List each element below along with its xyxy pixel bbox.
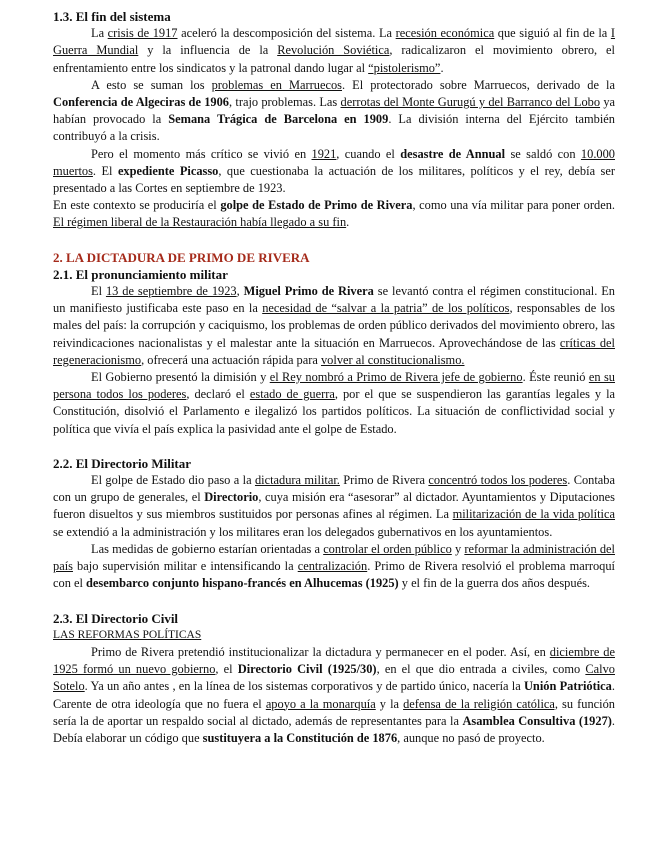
underlined-text: El régimen liberal de la Restauración había llegado a su fin	[53, 215, 347, 230]
text-run: aceleró la descomposición del sistema. La	[177, 26, 396, 41]
section-2-2-heading: 2.2. El Directorio Militar	[53, 455, 192, 471]
underlined-text: controlar el orden público	[323, 541, 452, 556]
bold-text: Semana Trágica de Barcelona en 1909	[168, 112, 389, 127]
text-run: y	[451, 541, 465, 556]
underlined-text: volver al constitucionalismo.	[320, 352, 465, 367]
text-run: ,	[236, 284, 244, 299]
bold-text: desembarco conjunto hispano-francés en Alhucemas (1925)	[86, 576, 399, 591]
text-run: Primo de Rivera	[339, 473, 429, 488]
underlined-text: el Rey nombró a Primo de Rivera jefe de gobierno	[269, 370, 523, 385]
text-run: y la influencia de la	[138, 43, 278, 58]
bold-text: Unión Patriótica	[523, 679, 612, 694]
bold-text: sustituyera a la Constitución de 1876	[202, 730, 398, 745]
underlined-text: diciembre de 1925 formó un nuevo gobierno	[53, 644, 615, 677]
underlined-text: concentró todos los poderes	[428, 473, 568, 488]
text-run: Las medidas de gobierno estarían orientadas a	[91, 541, 324, 556]
text-run: El Gobierno presentó la dimisión y	[91, 370, 270, 385]
underlined-text: defensa de la religión católica,	[403, 696, 558, 711]
underlined-text: Calvo Sotelo	[53, 662, 615, 694]
underlined-text: apoyo a la monarquía	[265, 696, 376, 711]
subsection-title: LAS REFORMAS POLÍTICAS	[53, 628, 202, 641]
text-run: , declaró el	[186, 387, 250, 402]
text-run: .	[346, 215, 350, 230]
underlined-text: dictadura militar.	[254, 473, 340, 488]
chapter-2-heading: 2. LA DICTADURA DE PRIMO DE RIVERA	[53, 249, 310, 265]
underlined-text: reformar la administración del país	[53, 541, 615, 574]
underlined-text: necesidad de “salvar a la patria” de los políticos	[262, 301, 510, 316]
section-1-3-heading: 1.3. El fin del sistema	[53, 9, 171, 24]
underlined-text: 10.000 muertos	[53, 146, 615, 178]
bold-text: Directorio Civil (1925/30)	[237, 662, 377, 677]
text-run: y el fin de la guerra dos años después.	[398, 576, 590, 591]
bold-text: Asamblea Consultiva (1927)	[462, 713, 612, 728]
section-2-3-heading: 2.3. El Directorio Civil	[53, 610, 179, 626]
paragraph	[53, 541, 615, 593]
underlined-text: críticas del regeneracionismo	[53, 335, 615, 367]
text-run: se saldó con	[505, 146, 581, 161]
text-run: En este contexto se produciría el	[53, 198, 221, 213]
bold-text: expediente Picasso	[117, 163, 219, 178]
underlined-text: “pistolerismo”	[368, 60, 441, 75]
text-run: .	[440, 60, 444, 75]
text-run: , en el que dio entrada a civiles, como	[376, 662, 586, 677]
text-run: , por el que se suspendieron las garantías legales y la Constitución, disolvió el Parlamento e ilegalizó los partidos políticos. La situación de conflictividad social y política que vivía el país explica la pasividad ante el golpe de Estado.	[53, 387, 616, 436]
text-run: su función sería la de aportar un respaldo social al dictado, además de representantes para la	[53, 696, 615, 728]
bold-text: golpe de Estado de Primo de Rivera	[220, 198, 413, 213]
underlined-text: en su persona todos los poderes	[53, 370, 615, 402]
underlined-text: crisis de 1917	[107, 26, 178, 41]
text-run: se extendió a la administración y los militares eran los delegados gubernativos en los ayuntamientos.	[53, 524, 553, 539]
bold-text: desastre de Annual	[400, 146, 506, 161]
text-run: que siguió al fin de la	[494, 26, 611, 41]
text-run: , radicalizaron el movimiento obrero, el enfrentamiento entre los sindicatos y la patronal dando lugar al	[53, 43, 615, 75]
text-run: . Éste reunió	[522, 370, 589, 385]
underlined-text: estado de guerra	[249, 387, 335, 402]
underlined-text: problemas en Marruecos	[211, 77, 343, 92]
text-run: La	[91, 26, 108, 41]
text-run: . Ya un año antes , en la línea de los sistemas corporativos y de partido único, nacería la	[84, 679, 524, 694]
text-run: A esto se suman los	[91, 77, 212, 92]
paragraph	[53, 644, 615, 747]
text-run: . El protectorado sobre Marruecos, derivado de la	[342, 77, 615, 92]
text-run: , cuya misión era “asesorar” al dictador. Ayuntamientos y Diputaciones fueron disueltos y sus miembros sustituidos por personas afines al régimen. La	[53, 490, 615, 522]
underlined-text: derrotas del Monte Gurugú y del Barranco del Lobo	[340, 95, 601, 110]
text-run: , el	[215, 662, 238, 677]
text-run: se levantó contra el régimen constitucional. En un manifiesto justificaba este paso en la	[53, 284, 615, 316]
underlined-text: recesión económica	[395, 26, 495, 41]
underlined-text: 1921	[311, 146, 337, 161]
underlined-text: 13 de septiembre de 1923	[105, 284, 237, 299]
text-run: bajo supervisión militar e intensificando la	[72, 559, 298, 574]
text-run: El golpe de Estado dio paso a la	[91, 473, 255, 488]
text-run: , aunque no pasó de proyecto.	[397, 730, 545, 745]
text-run: Primo de Rivera pretendió institucionalizar la dictadura y permanecer en el poder. Así, en	[91, 644, 550, 659]
underlined-text: I Guerra Mundial	[53, 26, 616, 58]
paragraph	[53, 77, 615, 146]
paragraph	[53, 283, 615, 369]
text-run: . Carente de otra ideología que no fuera el	[53, 679, 615, 711]
underlined-text: centralización	[297, 559, 368, 574]
text-run: , trajo problemas. Las	[229, 95, 341, 110]
text-run: El	[91, 284, 106, 299]
underlined-text: militarización de la vida política	[452, 507, 616, 522]
document-page	[53, 8, 615, 747]
text-run: . Primo de Rivera resolvió el problema marroquí con el	[53, 559, 615, 591]
text-run: ya habían provocado la	[53, 95, 616, 127]
text-run: , que cuestionaba la actuación de los militares, políticos y el rey, debía ser presentado a las Cortes en septiembre de 1923.	[53, 163, 615, 196]
section-2-1-heading: 2.1. El pronunciamiento militar	[53, 266, 228, 282]
text-run: . La división interna del Ejército también contribuyó a la crisis.	[53, 112, 616, 144]
text-run: , ofrecerá una actuación rápida para	[141, 352, 321, 367]
paragraph	[53, 472, 615, 541]
bold-text: Miguel Primo de Rivera	[243, 284, 374, 299]
text-run: Pero el momento más crítico se vivió en	[91, 146, 312, 161]
text-run: . Debía elaborar un código que	[53, 713, 616, 745]
paragraph	[53, 146, 615, 198]
text-run: y la	[375, 696, 404, 711]
text-run: , como una vía militar para poner orden.	[412, 198, 615, 213]
paragraph	[53, 25, 615, 77]
bold-text: Conferencia de Algeciras de 1906	[53, 95, 229, 110]
text-run: , cuando el	[336, 146, 401, 161]
paragraph	[53, 369, 615, 438]
text-run: , responsables de los males del país: la corrupción y caciquismo, los problemas de orden público derivados del movimiento obrero, las reivindicaciones nacionalistas y el malestar ante la situación en Marruecos. Aprovechándose de las	[53, 301, 615, 350]
paragraph	[53, 197, 615, 231]
bold-text: Directorio	[204, 490, 259, 505]
text-run: . Contaba con un grupo de generales, el	[53, 473, 615, 505]
text-run: . El	[92, 163, 118, 178]
underlined-text: Revolución Soviética	[277, 43, 390, 58]
